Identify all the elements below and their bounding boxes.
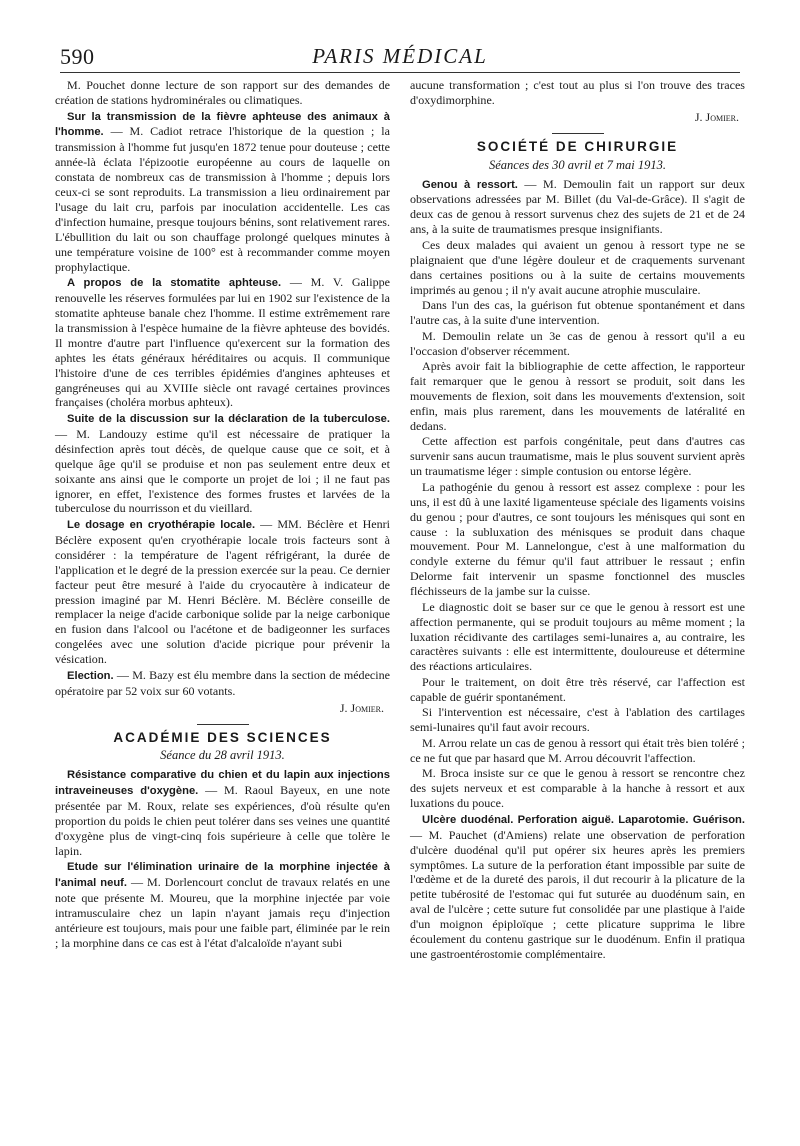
page-number: 590 <box>60 44 95 69</box>
paragraph <box>55 668 390 699</box>
signature: J. Jomier. <box>694 109 739 124</box>
paragraph: Pour le traitement, on doit être très réservé, car l'affection est capable de guérir spontanément. <box>410 674 745 704</box>
paragraph: Après avoir fait la bibliographie de cette affection, le rapporteur fait remarquer que le genou à ressort se produit, soit dans les mouvements de flexion, soit dans les mouvements d'extension, soit enfin, mais plus rarement, dans les mouvements de latéralité en dedans. <box>410 359 745 433</box>
paragraph <box>410 177 745 238</box>
paragraph: M. Arrou relate un cas de genou à ressort qui était très bien toléré ; ce ne fut que par hasard que M. Arrou découvrit l'affection. <box>410 735 745 765</box>
right-column <box>410 78 745 962</box>
journal-title: PARIS MÉDICAL <box>312 44 488 68</box>
paragraph-text: — M. Bazy est élu membre dans la section de médecine opératoire par 52 voix sur 60 votants. <box>55 667 390 698</box>
paragraph <box>55 859 390 950</box>
paragraph: M. Broca insiste sur ce que le genou à ressort se rencontre chez des sujets nerveux et est comparable à la hanche à ressort et aux luxations du pouce. <box>410 766 745 811</box>
paragraph: M. Demoulin relate un 3e cas de genou à ressort qu'il a eu l'occasion d'observer récemment. <box>410 328 745 358</box>
paragraph-text: — M. Cadiot retrace l'historique de la question ; la transmission à l'homme fut jusqu'en 1872 tenue pour douteuse ; cette année-là éclata l'épizootie européenne au cours de laquelle on constata de nombreux cas de transmission à l'homme ; depuis lors ceux-ci se sont reproduits. La transmission a lieu ordinairement par l'usage du lait cru, parfois par inoculation accidentelle. Les cas d'infection humaine, presque toujours bénins, sont relativement rares. L'ébullition du lait ou son chauffage prolongé quelques minutes à une température voisine de 100° est à recommander comme moyen prophylactique. <box>55 124 390 274</box>
session-date: Séances des 30 avril et 7 mai 1913. <box>488 157 667 172</box>
paragraph-text: — M. Dorlencourt conclut de travaux relatés en une note que présente M. Moureu, que la morphine injectée par voie intramusculaire chez un lapin n'ayant jamais reçu d'injection antérieure est toujours, mais pour une faible part, éliminée par le rein ; la morphine dans ce cas est à l'état d'alcaloïde n'ayant subi <box>55 875 390 950</box>
section-rule <box>197 724 249 725</box>
paragraph <box>55 767 390 858</box>
paragraph: Ces deux malades qui avaient un genou à ressort type ne se plaignaient que d'une légère douleur et de craquements survenant dans certaines positions ou à la suite de certains mouvements imprimés au genou ; il n'y avait aucune atrophie musculaire. <box>410 237 745 297</box>
paragraph: aucune transformation ; c'est tout au plus si l'on trouve des traces d'oxydimorphine. <box>410 78 745 107</box>
paragraph <box>55 517 390 667</box>
paragraph: La pathogénie du genou à ressort est assez complexe : pour les uns, il est dû à une laxité ligamenteuse spéciale des ligaments voisins du genou ; pour d'autres, ce sont toujours les ménisques qui sont en cause : la subluxation des ménisques se produit dans chaque mouvement. Pour M. Lannelongue, c'est à une malformation du condyle externe du fémur qu'il faut attribuer le ressaut ; enfin Delorme fait intervenir un spasme fonctionnel des muscles fléchisseurs de la jambe sur la cuisse. <box>410 479 745 599</box>
paragraph-heading: Résistance comparative du chien et du lapin aux injections intraveineuses d'oxygène. <box>55 769 390 798</box>
header-rule <box>60 72 740 73</box>
paragraph-heading: A propos de la stomatite aphteuse. <box>67 277 282 290</box>
paragraph-heading: Suite de la discussion sur la déclaration de la tuberculose. <box>67 413 390 425</box>
paragraph-heading: Le dosage en cryothérapie locale. <box>67 519 256 532</box>
paragraph-text: — M. Demoulin fait un rapport sur deux observations adressées par M. Billet (du Val-de-Grâce). Il s'agit de deux cas de genou à ressort survenus chez des sujets de 21 et de 24 ans, à la suite de traumatismes presque insignifiants. <box>410 176 746 237</box>
paragraph: Si l'intervention est nécessaire, c'est à l'ablation des cartilages semi-lunaires qu'il faut avoir recours. <box>410 705 745 735</box>
paragraph-heading: Etude sur l'élimination urinaire de la morphine injectée à l'animal neuf. <box>55 861 390 890</box>
paragraph-heading: Genou à ressort. <box>422 178 518 191</box>
paragraph: M. Pouchet donne lecture de son rapport sur des demandes de création de stations hydrominérales ou climatiques. <box>55 78 390 107</box>
paragraph-heading: Sur la transmission de la fièvre aphteuse des animaux à l'homme. <box>55 110 390 139</box>
paragraph <box>55 275 390 410</box>
paragraph-heading: Election. <box>67 669 114 682</box>
paragraph-text: — M. Pauchet (d'Amiens) relate une observation de perforation d'ulcère duodénal qu'il put opérer six heures après les premiers symptômes. La suture de la perforation étant impossible par suite de l'œdème et de la dureté des parois, il dut recourir à la plicature de la petite tubérosité de l'estomac qui fut suturée au duodénum sain, en aval de l'ulcère ; cette suture fut consolidée par une plastique à l'aide d'un moignon épiploïque ; cette plicature supprima le libre écoulement du contenu gastrique sur le duodénum. Enfin il pratiqua une gastroentérostomie complémentaire. <box>410 827 745 961</box>
section-title: SOCIÉTÉ DE CHIRURGIE <box>476 138 679 154</box>
page-header <box>60 44 740 72</box>
paragraph-text: — M. Raoul Bayeux, en une note présentée par M. Roux, relate ses expériences, d'où résulte qu'en proportion du poids le chien peut tolérer dans ses veines une quantité d'oxygène plus de vingt-cinq fois supérieure à celle que tolère le lapin. <box>55 783 390 858</box>
section-title: ACADÉMIE DES SCIENCES <box>113 729 332 745</box>
paragraph: Le diagnostic doit se baser sur ce que le genou à ressort est une affection permanente, qui se produit toujours au même moment ; la luxation récidivante des cartilages semi-lunaires a, au contraire, les caractères suivants : elle est intermittente, douloureuse et détermine des réactions articulaires. <box>410 599 745 674</box>
paragraph <box>55 109 390 275</box>
paragraph-text: — MM. Béclère et Henri Béclère exposent qu'en cryothérapie locale trois facteurs sont à considérer : la température de l'agent réfrigérant, la durée de l'application et le degré de la pression exercée sur la peau. Ce dernier facteur peut être mesuré à l'aide du cryocautère à indicateur de pression imaginé par M. Henri Béclère. M. Béclère conseille de remplacer la neige d'acide carbonique solide par la neige carbonique en fusion dans l'alcool ou l'acétone et de badigeonner les surfaces congelées avec une solution d'acide picrique pour prévenir la vésication. <box>55 517 390 667</box>
paragraph-heading: Ulcère duodénal. Perforation aiguë. Laparotomie. Guérison. <box>422 813 745 826</box>
paragraph-text: — M. Landouzy estime qu'il est nécessaire de pratiquer la désinfection après tout décès, de quelque cause que ce soit, et à quelque âge qu'il se produise et non pas seulement entre deux et soixante ans ainsi que le comporte un projet de loi ; il ne faut pas ignorer, en effet, l'existence des formes frustes et larvées de la tuberculose du nourrisson et du vieillard. <box>55 426 390 516</box>
paragraph <box>55 411 390 516</box>
section-rule <box>552 133 604 134</box>
session-date: Séance du 28 avril 1913. <box>160 748 285 763</box>
paragraph: Dans l'un des cas, la guérison fut obtenue spontanément et dans l'autre cas, à la suite d'une intervention. <box>410 298 745 328</box>
paragraph: Cette affection est parfois congénitale, peut dans d'autres cas survenir sans aucun traumatisme, mais le plus souvent survient après un traumatisme léger : simple contusion ou entorse légère. <box>410 434 745 479</box>
paragraph-text: — M. V. Galippe renouvelle les réserves formulées par lui en 1902 sur l'existence de la stomatite aphteuse banale chez l'homme. Il estime extrêmement rare la transmission à l'espèce humaine de la fièvre aphteuse des bovidés. Il montre d'autre part l'influence qu'exercent sur la formation des aphtes les états généraux héréditaires ou acquis. Il communique l'histoire d'une de ces terribles épidémies d'angines aphteuses et gangréneuses qui au XVIIIe siècle ont ravagé certaines provinces françaises (choléra morbus aphteux). <box>55 275 390 410</box>
signature: J. Jomier. <box>339 700 384 715</box>
paragraph <box>410 812 745 962</box>
left-column <box>55 78 390 951</box>
